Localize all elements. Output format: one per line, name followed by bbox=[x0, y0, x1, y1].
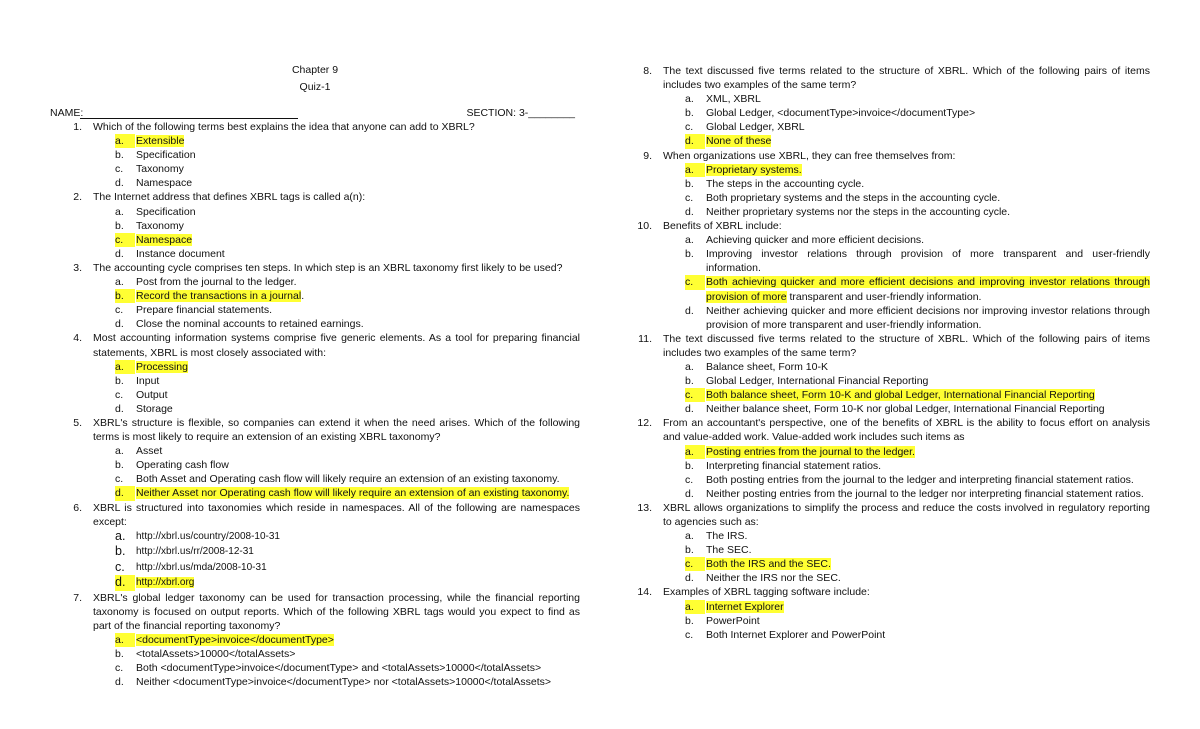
answer-option[interactable] bbox=[632, 445, 1150, 459]
answer-option[interactable] bbox=[632, 529, 1150, 543]
question-stem bbox=[62, 120, 580, 134]
question-number: 11. bbox=[638, 332, 652, 345]
answer-option[interactable] bbox=[62, 444, 580, 458]
option-text: Interpreting financial statement ratios. bbox=[706, 459, 882, 472]
option-text: Taxonomy bbox=[136, 163, 184, 176]
question-number: 14. bbox=[637, 586, 652, 599]
option-text: Neither posting entries from the journal to the ledger nor interpreting financial statement ratios. bbox=[706, 487, 1144, 500]
answer-option[interactable] bbox=[632, 360, 1150, 374]
option-letter: a. bbox=[115, 445, 124, 458]
correct-answer-highlight: Both balance sheet, Form 10-K and global Ledger, International Financial Reporting bbox=[706, 389, 1095, 402]
left-column bbox=[62, 120, 580, 689]
option-letter: a. bbox=[685, 600, 705, 614]
option-text: Neither <documentType>invoice</documentType> nor <totalAssets>10000</totalAssets> bbox=[136, 676, 552, 689]
question-stem bbox=[632, 219, 1150, 233]
option-text: http://xbrl.us/country/2008-10-31 bbox=[136, 530, 280, 542]
option-letter: d. bbox=[685, 205, 694, 218]
answer-option[interactable] bbox=[62, 134, 580, 148]
answer-option[interactable] bbox=[62, 275, 580, 289]
answer-option[interactable] bbox=[632, 402, 1150, 416]
option-text: Improving investor relations through provision of more transparent and user-friendly information. bbox=[706, 248, 1150, 275]
question-text: XBRL allows organizations to simplify the process and reduce the costs involved in regulatory reporting to agencies such as: bbox=[663, 501, 1150, 528]
option-text: Neither proprietary systems nor the steps in the accounting cycle. bbox=[706, 205, 1011, 218]
question-block bbox=[62, 120, 580, 190]
question-text: The Internet address that defines XBRL tags is called a(n): bbox=[93, 191, 366, 204]
option-letter: b. bbox=[115, 648, 124, 661]
option-text: Taxonomy bbox=[136, 219, 184, 232]
answer-option[interactable] bbox=[62, 529, 580, 545]
option-text: Neither achieving quicker and more efficient decisions nor improving investor relations through provision of more transparent and user-friendly information. bbox=[706, 304, 1150, 331]
option-text: Both proprietary systems and the steps in the accounting cycle. bbox=[706, 191, 1001, 204]
option-letter: c. bbox=[115, 473, 124, 486]
option-letter: d. bbox=[685, 304, 694, 317]
option-letter: d. bbox=[115, 402, 124, 415]
question-block bbox=[62, 331, 580, 416]
question-block bbox=[632, 219, 1150, 332]
correct-answer-highlight: Extensible bbox=[136, 135, 185, 148]
question-block bbox=[62, 261, 580, 331]
correct-answer-highlight: Processing bbox=[136, 360, 188, 373]
option-letter: a. bbox=[115, 633, 135, 647]
option-letter: d. bbox=[115, 318, 124, 331]
question-number: 2. bbox=[73, 191, 82, 204]
answer-option[interactable] bbox=[62, 233, 580, 247]
option-text: The IRS. bbox=[706, 530, 748, 543]
option-text: XML, XBRL bbox=[706, 93, 761, 106]
question-block bbox=[62, 190, 580, 260]
option-letter: a. bbox=[115, 360, 135, 374]
question-stem bbox=[62, 190, 580, 204]
question-text: The accounting cycle comprises ten steps. In which step is an XBRL taxonomy first likely to be used? bbox=[93, 261, 563, 274]
answer-option[interactable] bbox=[62, 317, 580, 331]
question-stem bbox=[632, 64, 1150, 92]
option-letter: c. bbox=[685, 191, 694, 204]
option-letter: c. bbox=[115, 163, 124, 176]
option-text: Close the nominal accounts to retained earnings. bbox=[136, 318, 364, 331]
answer-option[interactable] bbox=[62, 544, 580, 560]
correct-answer-highlight: http://xbrl.org bbox=[136, 577, 195, 589]
question-block bbox=[632, 332, 1150, 417]
question-number: 1. bbox=[73, 121, 82, 133]
question-number: 9. bbox=[643, 149, 652, 162]
answer-option[interactable] bbox=[62, 176, 580, 190]
answer-option[interactable] bbox=[632, 614, 1150, 628]
option-letter: b. bbox=[115, 289, 135, 303]
answer-option[interactable] bbox=[62, 162, 580, 176]
quiz-title: Quiz-1 bbox=[299, 81, 331, 93]
option-text: Neither balance sheet, Form 10-K nor global Ledger, International Financial Reporting bbox=[706, 403, 1105, 416]
correct-answer-highlight: Neither Asset nor Operating cash flow will likely require an extension of an existing taxonomy. bbox=[136, 487, 570, 500]
option-letter: c. bbox=[115, 304, 124, 317]
answer-option[interactable] bbox=[632, 473, 1150, 487]
right-column bbox=[632, 64, 1150, 642]
option-letter: d. bbox=[115, 247, 124, 260]
answer-option[interactable] bbox=[62, 647, 580, 661]
option-text: Both Asset and Operating cash flow will likely require an extension of an existing taxonomy. bbox=[136, 473, 560, 486]
answer-option[interactable] bbox=[632, 275, 1150, 303]
option-letter: d. bbox=[685, 134, 705, 148]
option-letter: b. bbox=[115, 219, 124, 232]
option-text: Post from the journal to the ledger. bbox=[136, 276, 297, 289]
option-letter: d. bbox=[115, 177, 124, 190]
question-stem bbox=[632, 332, 1150, 360]
option-text-tail: . bbox=[301, 290, 305, 303]
question-text: The text discussed five terms related to the structure of XBRL. Which of the following pairs of items includes two examples of the same term? bbox=[663, 332, 1150, 359]
option-text: Achieving quicker and more efficient decisions. bbox=[706, 234, 925, 247]
chapter-title: Chapter 9 bbox=[291, 64, 339, 76]
option-text: Output bbox=[136, 388, 168, 401]
option-text: Neither the IRS nor the SEC. bbox=[706, 572, 841, 585]
question-stem bbox=[632, 585, 1150, 599]
option-letter: b. bbox=[115, 459, 124, 472]
answer-option[interactable] bbox=[632, 134, 1150, 148]
correct-answer-highlight: Record the transactions in a journal bbox=[136, 290, 302, 303]
answer-option[interactable] bbox=[632, 374, 1150, 388]
option-letter: a. bbox=[685, 93, 694, 106]
answer-option[interactable] bbox=[62, 289, 580, 303]
option-letter: a. bbox=[685, 234, 694, 247]
question-text: From an accountant's perspective, one of the benefits of XBRL is the ability to focus effort on analysis and value-added work. Value-added work includes such items as bbox=[663, 417, 1150, 444]
answer-option[interactable] bbox=[62, 148, 580, 162]
question-stem bbox=[62, 331, 580, 359]
option-text: Storage bbox=[136, 402, 173, 415]
option-letter: c. bbox=[685, 388, 705, 402]
answer-option[interactable] bbox=[632, 120, 1150, 134]
question-block bbox=[632, 501, 1150, 586]
option-text: Balance sheet, Form 10-K bbox=[706, 360, 828, 373]
option-letter: c. bbox=[115, 559, 125, 574]
option-text: Namespace bbox=[136, 177, 193, 190]
option-text: Specification bbox=[136, 149, 196, 162]
answer-option[interactable] bbox=[62, 675, 580, 689]
question-block bbox=[632, 585, 1150, 641]
correct-answer-highlight: Internet Explorer bbox=[706, 600, 784, 613]
question-text: XBRL's structure is flexible, so companies can extend it when the need arises. Which of the following terms is most likely to require an extension of an existing XBRL taxonomy? bbox=[93, 416, 580, 444]
option-text-tail: transparent and user-friendly information. bbox=[786, 290, 982, 303]
option-text: Specification bbox=[136, 205, 196, 218]
answer-option[interactable] bbox=[62, 661, 580, 675]
option-letter: a. bbox=[685, 445, 705, 459]
answer-option[interactable] bbox=[632, 163, 1150, 177]
answer-option[interactable] bbox=[632, 233, 1150, 247]
option-text: Instance document bbox=[136, 247, 225, 260]
option-letter: b. bbox=[685, 375, 694, 388]
answer-option[interactable] bbox=[632, 304, 1150, 332]
question-number: 12. bbox=[637, 417, 652, 430]
answer-option[interactable] bbox=[62, 575, 580, 591]
option-text: The steps in the accounting cycle. bbox=[706, 177, 865, 190]
answer-option[interactable] bbox=[632, 628, 1150, 642]
option-text: Global Ledger, XBRL bbox=[706, 121, 805, 134]
question-text: XBRL's global ledger taxonomy can be used for transaction processing, while the financial reporting taxonomy is focused on output reports. Which of the following XBRL tags would you expect to find as part of the financial reporting taxonomy? bbox=[93, 591, 580, 632]
option-letter: d. bbox=[115, 486, 135, 500]
answer-option[interactable] bbox=[62, 633, 580, 647]
question-number: 3. bbox=[73, 261, 82, 274]
question-text: The text discussed five terms related to the structure of XBRL. Which of the following pairs of items includes two examples of the same term? bbox=[663, 65, 1150, 92]
option-text: Input bbox=[136, 374, 160, 387]
question-text: Most accounting information systems comprise five generic elements. As a tool for preparing financial statements, XBRL is most closely associated with: bbox=[93, 332, 580, 359]
question-block bbox=[62, 501, 580, 591]
option-letter: a. bbox=[685, 163, 705, 177]
answer-option[interactable] bbox=[632, 600, 1150, 614]
correct-answer-highlight: Posting entries from the journal to the ledger. bbox=[706, 445, 915, 458]
question-stem bbox=[62, 261, 580, 275]
option-text: Both <documentType>invoice</documentType> and <totalAssets>10000</totalAssets> bbox=[136, 662, 542, 675]
answer-option[interactable] bbox=[632, 92, 1150, 106]
answer-option[interactable] bbox=[632, 543, 1150, 557]
option-letter: c. bbox=[115, 233, 135, 247]
question-stem bbox=[62, 416, 580, 444]
option-text: Asset bbox=[136, 445, 163, 458]
question-text: Examples of XBRL tagging software include: bbox=[663, 586, 870, 599]
option-letter: b. bbox=[685, 248, 694, 261]
option-letter: a. bbox=[115, 276, 124, 289]
option-text: Operating cash flow bbox=[136, 459, 229, 472]
question-number: 10. bbox=[637, 220, 652, 233]
option-letter: b. bbox=[685, 459, 694, 472]
question-block bbox=[62, 416, 580, 501]
option-text: Global Ledger, <documentType>invoice</documentType> bbox=[706, 107, 976, 120]
question-block bbox=[632, 416, 1150, 501]
option-letter: a. bbox=[685, 360, 694, 373]
answer-option[interactable] bbox=[62, 360, 580, 374]
option-letter: d. bbox=[115, 676, 124, 689]
option-letter: a. bbox=[115, 528, 126, 543]
option-letter: d. bbox=[685, 572, 694, 585]
answer-option[interactable] bbox=[62, 402, 580, 416]
answer-option[interactable] bbox=[632, 177, 1150, 191]
answer-option[interactable] bbox=[62, 303, 580, 317]
option-text: Prepare financial statements. bbox=[136, 304, 272, 317]
option-text: http://xbrl.us/mda/2008-10-31 bbox=[136, 561, 267, 573]
question-stem bbox=[632, 149, 1150, 163]
option-text: Both Internet Explorer and PowerPoint bbox=[706, 628, 886, 641]
quiz-header bbox=[0, 62, 630, 96]
question-text: XBRL is structured into taxonomies which reside in namespaces. All of the following are namespaces except: bbox=[93, 501, 580, 528]
question-text: When organizations use XBRL, they can free themselves from: bbox=[663, 149, 956, 162]
option-letter: c. bbox=[685, 628, 694, 641]
correct-answer-highlight: Namespace bbox=[136, 233, 193, 246]
option-letter: a. bbox=[115, 205, 124, 218]
option-letter: c. bbox=[685, 473, 694, 486]
question-block bbox=[62, 591, 580, 690]
question-number: 13. bbox=[637, 501, 652, 514]
answer-option[interactable] bbox=[62, 247, 580, 261]
option-text: http://xbrl.us/rr/2008-12-31 bbox=[136, 546, 254, 558]
option-letter: b. bbox=[115, 149, 124, 162]
question-stem bbox=[62, 501, 580, 529]
option-letter: b. bbox=[685, 177, 694, 190]
question-number: 8. bbox=[643, 65, 652, 77]
option-letter: b. bbox=[115, 544, 126, 559]
answer-option[interactable] bbox=[632, 487, 1150, 501]
option-letter: a. bbox=[685, 530, 694, 543]
name-blank-field[interactable] bbox=[80, 118, 298, 119]
option-letter: b. bbox=[115, 374, 124, 387]
answer-option[interactable] bbox=[632, 191, 1150, 205]
option-letter: b. bbox=[685, 107, 694, 120]
answer-option[interactable] bbox=[62, 458, 580, 472]
question-stem bbox=[632, 501, 1150, 529]
option-letter: a. bbox=[115, 134, 135, 148]
answer-option[interactable] bbox=[62, 374, 580, 388]
name-label: NAME: bbox=[50, 107, 84, 119]
answer-option[interactable] bbox=[62, 205, 580, 219]
option-letter: d. bbox=[685, 403, 694, 416]
question-number: 6. bbox=[73, 501, 82, 514]
option-letter: c. bbox=[685, 275, 705, 289]
correct-answer-highlight: Both achieving quicker and more efficient decisions and improving investor relations through provision of more bbox=[706, 276, 1150, 303]
correct-answer-highlight: Proprietary systems. bbox=[706, 163, 802, 176]
question-number: 7. bbox=[73, 591, 82, 604]
question-number: 5. bbox=[73, 416, 82, 429]
answer-option[interactable] bbox=[632, 106, 1150, 120]
correct-answer-highlight: <documentType>invoice</documentType> bbox=[136, 634, 334, 646]
option-text: Both posting entries from the journal to the ledger and interpreting financial statement ratios. bbox=[706, 473, 1134, 486]
option-letter: b. bbox=[685, 614, 694, 627]
answer-option[interactable] bbox=[62, 486, 580, 500]
option-letter: d. bbox=[115, 575, 135, 591]
option-letter: c. bbox=[685, 557, 705, 571]
option-letter: b. bbox=[685, 544, 694, 557]
option-letter: c. bbox=[685, 121, 694, 134]
answer-option[interactable] bbox=[62, 472, 580, 486]
correct-answer-highlight: Both the IRS and the SEC. bbox=[706, 558, 831, 571]
answer-option[interactable] bbox=[632, 205, 1150, 219]
answer-option[interactable] bbox=[62, 388, 580, 402]
option-text: Global Ledger, International Financial Reporting bbox=[706, 375, 929, 388]
option-text: The SEC. bbox=[706, 544, 752, 557]
answer-option[interactable] bbox=[632, 388, 1150, 402]
option-text: <totalAssets>10000</totalAssets> bbox=[136, 648, 296, 661]
answer-option[interactable] bbox=[632, 459, 1150, 473]
question-text: Which of the following terms best explains the idea that anyone can add to XBRL? bbox=[93, 121, 475, 133]
section-label: SECTION: 3-________ bbox=[466, 107, 575, 119]
option-letter: c. bbox=[115, 388, 124, 401]
question-stem bbox=[632, 416, 1150, 444]
answer-option[interactable] bbox=[632, 571, 1150, 585]
option-letter: c. bbox=[115, 662, 124, 675]
answer-option[interactable] bbox=[62, 560, 580, 576]
question-number: 4. bbox=[73, 332, 82, 345]
answer-option[interactable] bbox=[62, 219, 580, 233]
question-block bbox=[632, 149, 1150, 219]
correct-answer-highlight: None of these bbox=[706, 135, 772, 148]
question-text: Benefits of XBRL include: bbox=[663, 220, 782, 233]
answer-option[interactable] bbox=[632, 247, 1150, 275]
answer-option[interactable] bbox=[632, 557, 1150, 571]
question-stem bbox=[62, 591, 580, 633]
option-letter: d. bbox=[685, 487, 694, 500]
question-block bbox=[632, 64, 1150, 149]
name-section-line bbox=[50, 107, 575, 121]
option-text: PowerPoint bbox=[706, 614, 760, 627]
